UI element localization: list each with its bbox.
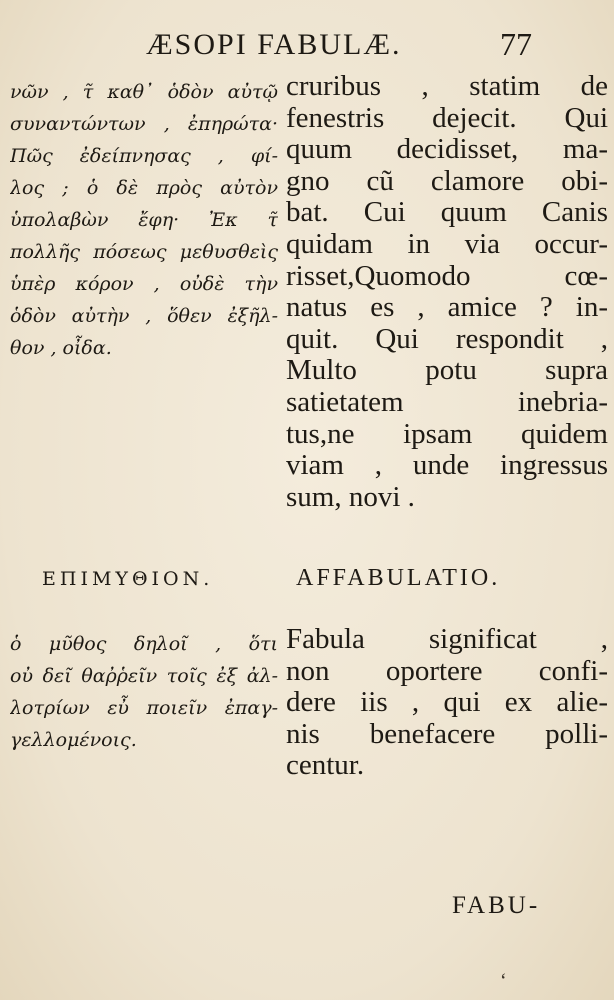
greek-line: πολλῆς πόσεως μεθυσθεὶς xyxy=(10,241,278,263)
running-title: ÆSOPI FABULÆ. xyxy=(146,28,402,61)
latin-line: Multo potu supra xyxy=(286,354,608,387)
greek-line: συναντώντων , ἐπηρώτα· xyxy=(10,113,278,135)
greek-line: θον , οἶδα. xyxy=(10,337,112,359)
latin-line: cruribus , statim de xyxy=(286,70,608,102)
latin-text-column xyxy=(286,71,608,513)
latin-line: fenestris dejecit. Qui xyxy=(286,101,608,134)
latin-line: quit. Qui respondit , xyxy=(286,322,608,355)
latin-line: quidam in via occur- xyxy=(286,227,608,260)
latin-moral-line: Fabula significat , xyxy=(286,623,608,655)
latin-line: quum decidisset, ma- xyxy=(286,133,608,166)
latin-line: natus es , amice ? in- xyxy=(286,291,608,324)
greek-moral-line: λοτρίων εὖ ποιεῖν ἐπαγ- xyxy=(10,697,278,719)
latin-moral-line: nis benefacere polli- xyxy=(286,717,608,750)
greek-moral-heading: ΕΠΙΜΥΘΙΟΝ. xyxy=(42,568,214,590)
latin-line: sum, novi . xyxy=(286,480,415,513)
catchword: FABU- xyxy=(452,892,541,919)
greek-line: ὁδὸν αὐτὴν , ὅθεν ἐξῆλ- xyxy=(10,305,278,327)
latin-moral-heading: AFFABULATIO. xyxy=(296,565,501,591)
greek-moral-line: γελλομένοις. xyxy=(10,729,137,751)
latin-moral-line: centur. xyxy=(286,749,365,782)
latin-line: viam , unde ingressus xyxy=(286,449,608,482)
greek-line: Πῶς ἐδείπνησας , φί- xyxy=(10,145,278,167)
latin-line: gno cũ clamore obi- xyxy=(286,164,608,197)
latin-moral-text xyxy=(286,624,608,782)
page-number: 77 xyxy=(500,26,532,62)
greek-moral-line: οὐ δεῖ θαῤῥεῖν τοῖς ἐξ ἀλ- xyxy=(10,665,278,687)
latin-moral-line: dere iis , qui ex alie- xyxy=(286,686,608,719)
greek-line: ὑπὲρ κόρον , οὐδὲ τὴν xyxy=(10,273,278,295)
printer-mark-icon: ‘ xyxy=(500,970,507,992)
greek-line: νῶν , τ̃ καθ᾽ ὁδὸν αὐτῷ xyxy=(10,81,278,103)
latin-line: bat. Cui quum Canis xyxy=(286,196,608,229)
latin-line: satietatem inebria- xyxy=(286,385,608,418)
latin-line: tus,ne ipsam quidem xyxy=(286,417,608,450)
latin-line: risset,Quomodo cœ- xyxy=(286,259,608,292)
greek-moral-line: ὁ μῦθος δηλοῖ , ὅτι xyxy=(10,633,278,655)
greek-line: ὑπολαβὼν ἔφη· Ἐκ τ̃ xyxy=(10,209,278,231)
greek-line: λος ; ὁ δὲ πρὸς αὐτὸν xyxy=(10,177,278,199)
greek-moral-text xyxy=(10,628,278,756)
greek-text-column xyxy=(10,76,278,364)
latin-moral-line: non oportere confi- xyxy=(286,654,608,687)
